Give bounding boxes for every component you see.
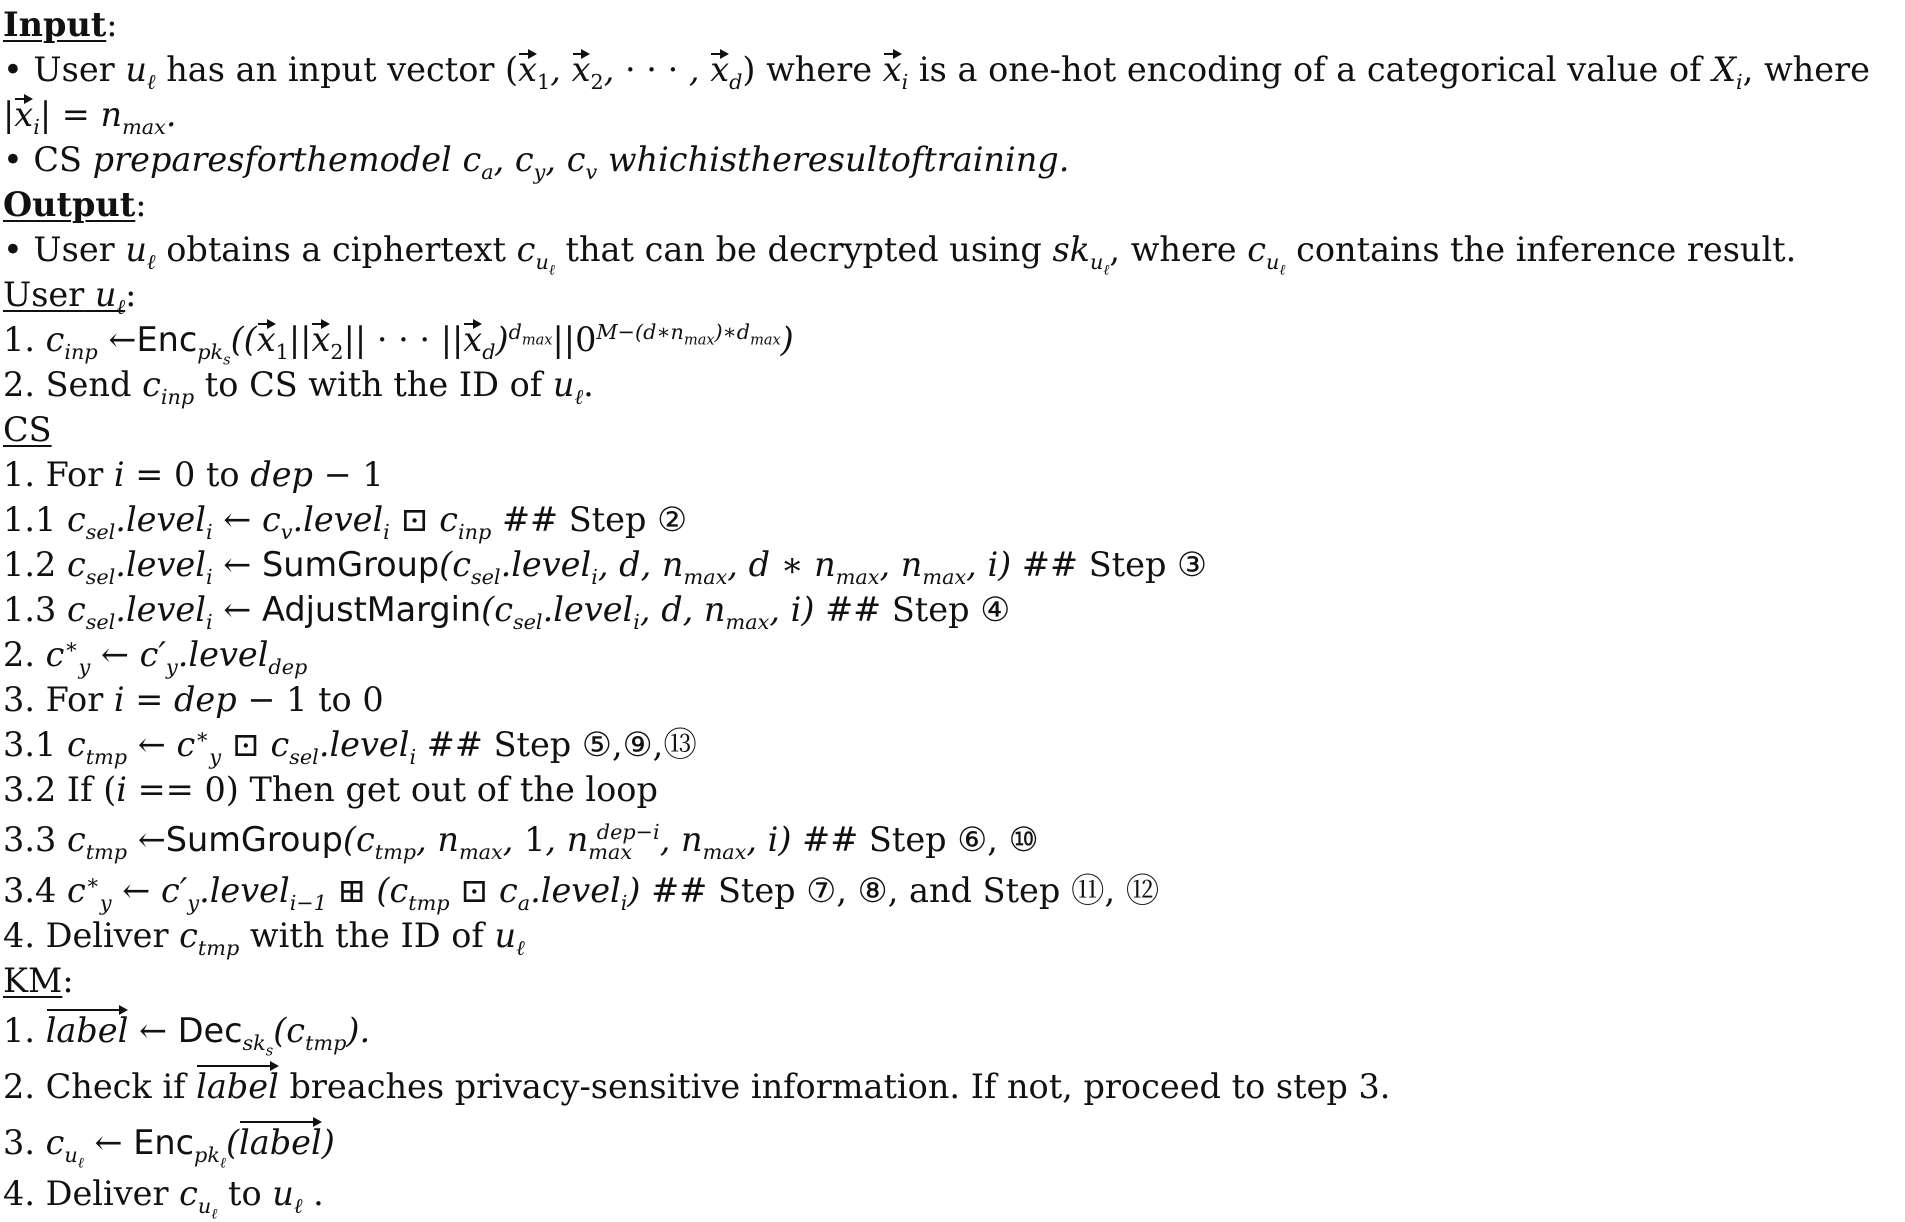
output-heading-line: Output: — [3, 185, 147, 224]
user-heading: User $u_\ell$ — [3, 275, 126, 319]
cs-step-4: 4. Deliver $c_{tmp}$ with the ID of $u_\ell$ — [3, 916, 525, 960]
km-section-heading: KM: — [3, 961, 74, 1000]
input-item-2-pre: CS — [33, 140, 83, 179]
xi-norm: $|x_i| = n_{max}$. — [3, 95, 177, 134]
cs-step-1-2: 1.2 $c_{sel}.level_i$ ← $SumGroup(c_{sel}.level_i$, d, $n_{max}$, d ∗ $n_{max}$, $n_{max}$, i) ## Step ③ — [3, 545, 1208, 589]
km-step-4: 4. Deliver $c_{u_\ell}$ to $u_\ell$ . — [3, 1174, 324, 1222]
km-step-2: 2. Check if label breaches privacy-sensitive information. If not, proceed to step 3. — [3, 1059, 1901, 1115]
output-item: • User $u_\ell$ obtains a ciphertext $c_{u_\ell}$ that can be decrypted using $sk_{u_\ell}$, where $c_{u_\ell}$ contains the inference result. — [3, 230, 1797, 279]
output-item-mid1: obtains a ciphertext — [166, 230, 507, 269]
input-item-2-text2: whichistheresultoftraining. — [607, 140, 1070, 179]
input-item-2-text1: preparesforthemodel — [92, 140, 452, 179]
user-step-1: 1. $c_{inp}$ $\leftarrow Enc_{pk_s}((x_1||x_2||$ · · · $||x_d)^{d_{max}}||0^{M-(d∗n_{max})∗d_{max}}$) — [3, 317, 1901, 362]
output-item-mid4: contains the inference result. — [1296, 230, 1797, 269]
cs-step-3-1: 3.1 $c_{tmp}$ ← $c^∗_y$ ⊡ $c_{sel}.level_i$ ## Step ⑤,⑨,⑬ — [3, 724, 697, 769]
xi-var: $x_i$ — [883, 50, 909, 89]
output-heading: Output — [3, 185, 136, 224]
cs-step-3-2: 3.2 If (i == 0) Then get out of the loop — [3, 770, 658, 809]
algorithm-block — [3, 2, 1901, 1222]
cs-step-3-4: 3.4 $c^∗_y$ ← $c'_y.level_{i-1}$ ⊞ ($c_{tmp}$ ⊡ $c_a.level_i$) ## Step ⑦, ⑧, and Step ⑪, ⑫ — [3, 870, 1160, 915]
user-var: $u_\ell$ — [125, 50, 156, 94]
model-ciphertexts: $c_a$, $c_y$, $c_v$ — [462, 140, 598, 184]
input-heading: Input — [3, 5, 107, 44]
input-item-1: • User $u_\ell$ has an input vector ($x_1$, $x_2$, · · · , $x_d$) where $x_i$ is a one-hot encoding of a categorical value of $X_i$, where — [3, 47, 1901, 92]
input-vector: $x_1$, $x_2$, · · · , $x_d$ — [518, 50, 742, 89]
input-item-1-cont — [3, 92, 1901, 137]
cs-step-1: 1. For i = 0 to dep − 1 — [3, 455, 384, 494]
cs-step-1-3: 1.3 $c_{sel}.level_i$ ← $AdjustMargin(c_{sel}.level_i$, d, $n_{max}$, i) ## Step ④ — [3, 590, 1011, 634]
user-section-heading: User $u_\ell$: — [3, 275, 137, 319]
output-item-mid2: that can be decrypted using — [565, 230, 1042, 269]
input-item-1-pre: User — [33, 50, 115, 89]
output-item-mid3: , where — [1109, 230, 1237, 269]
user-step-2: 2. Send $c_{inp}$ to CS with the ID of $u_\ell$. — [3, 365, 594, 409]
X-var: $X_i$ — [1712, 50, 1743, 94]
cs-step-1-1: 1.1 $c_{sel}.level_i$ ← $c_v.level_i$ ⊡ $c_{inp}$ ## Step ② — [3, 500, 688, 544]
cs-section-heading — [3, 407, 1901, 452]
cs-step-3: 3. For i = dep − 1 to 0 — [3, 680, 384, 719]
input-item-1-mid1: has an input vector ( — [166, 50, 519, 89]
km-step-1: 1. label ← $Dec_{sk_s}(c_{tmp})$. — [3, 1003, 1901, 1059]
input-item-1-mid3: is a one-hot encoding of a categorical value of — [918, 50, 1702, 89]
input-item-1-mid4: , where — [1742, 50, 1870, 89]
input-item-2: • CS preparesforthemodel $c_a$, $c_y$, $c_v$ whichistheresultoftraining. — [3, 140, 1070, 184]
km-heading: KM — [3, 961, 63, 1000]
cs-step-2: 2. $c^∗_y$ ← $c'_y.level_{dep}$ — [3, 634, 308, 679]
cs-step-3-3: 3.3 $c_{tmp}$ $\leftarrow SumGroup(c_{tmp}$, $n_{max}$, 1, $n_{max}^{dep-i}$, $n_{max}$, i) ## Step ⑥, ⑩ — [3, 819, 1039, 864]
km-step-3: 3. $c_{u_\ell}$ ← Enc$_{pk_\ell}$(label) — [3, 1115, 1901, 1171]
input-item-1-mid2: ) where — [742, 50, 873, 89]
input-heading-line: Input: — [3, 5, 118, 44]
cs-heading: CS — [3, 410, 52, 449]
output-item-pre: User — [33, 230, 115, 269]
